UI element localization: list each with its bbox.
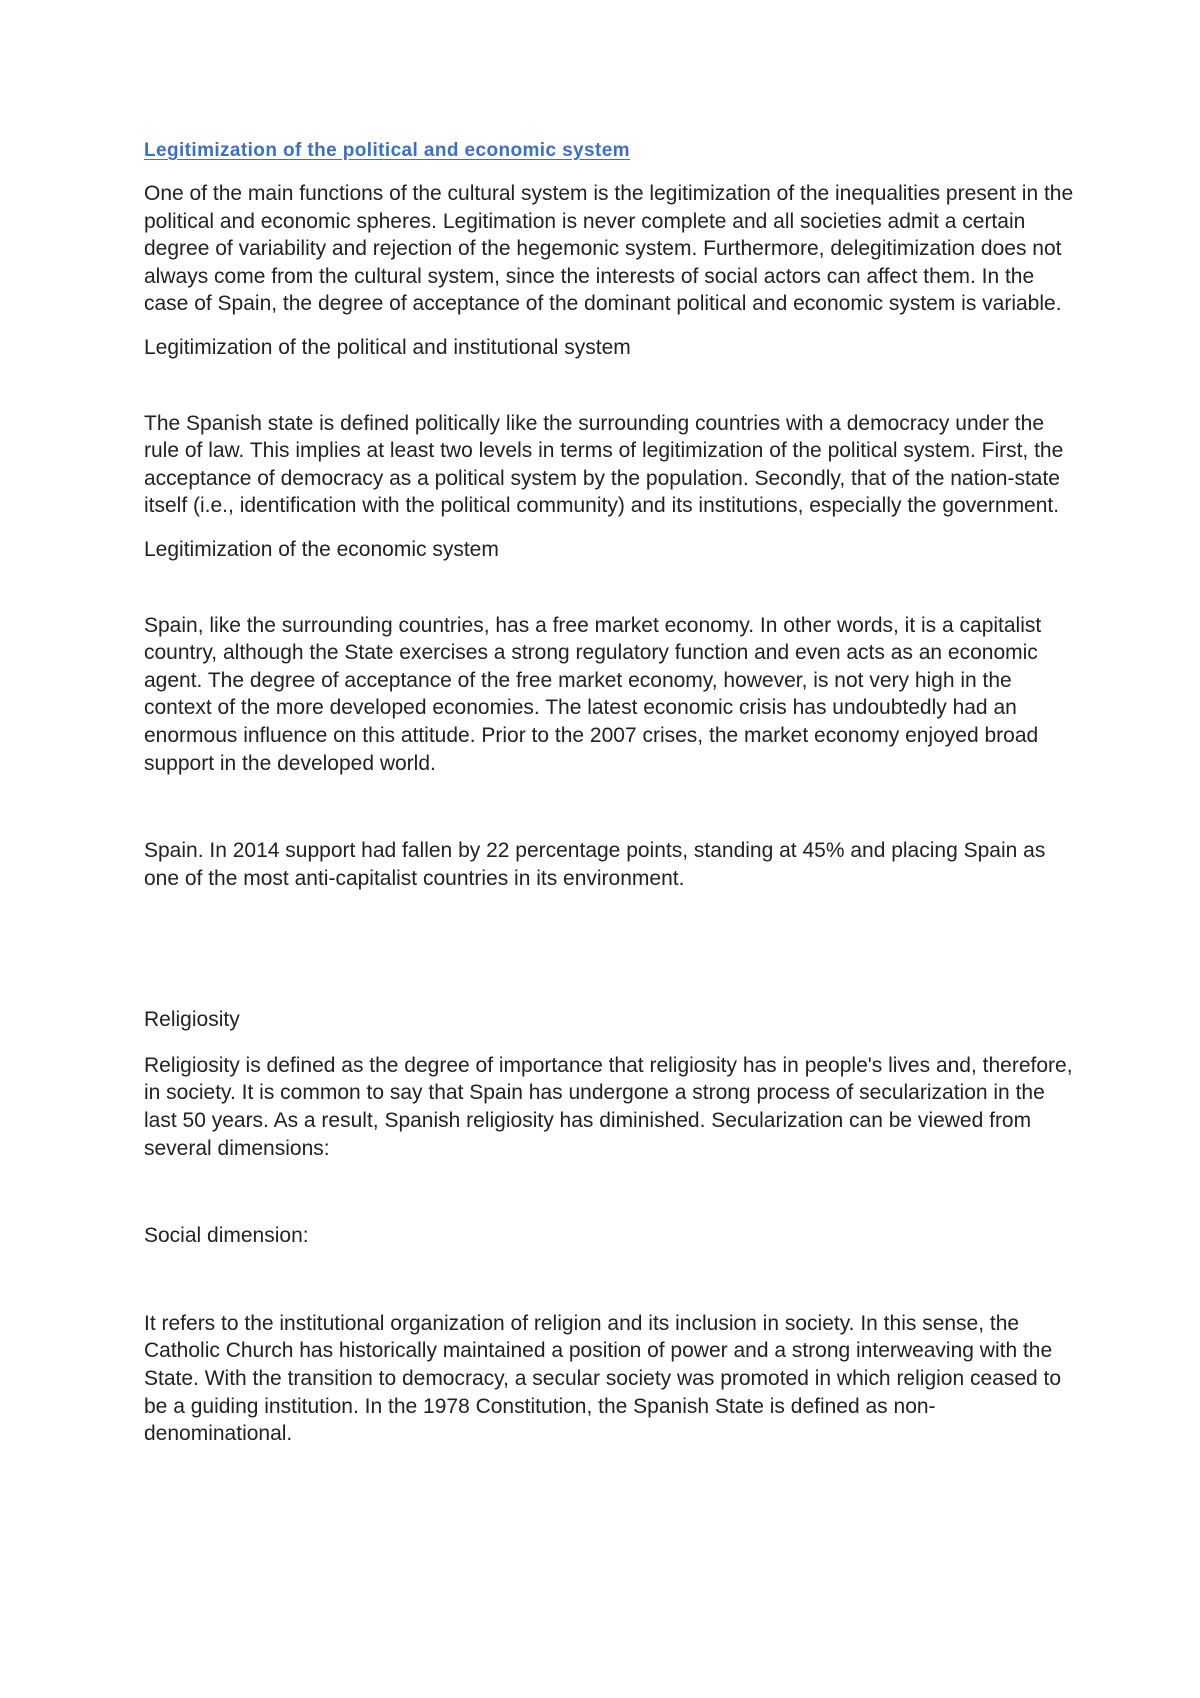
heading-political-system: Legitimization of the political and institutional system — [144, 335, 631, 359]
political-paragraph: The Spanish state is defined politically like the surrounding countries with a democracy under the rule of law. This implies at least two levels in terms of legitimization of the political system. First, the acceptance of democracy as a political system by the population. Secondly, that of the nation-state itself (i.e., identification with the political community) and its institutions, especially the government. — [144, 411, 1064, 518]
heading-religiosity: Religiosity — [144, 1008, 240, 1032]
section-title[interactable]: Legitimization of the political and economic system — [144, 140, 630, 161]
heading-economic-system: Legitimization of the economic system — [144, 537, 499, 561]
religiosity-paragraph: Religiosity is defined as the degree of importance that religiosity has in people's lives and, therefore, in society. It is common to say that Spain has undergone a strong process of secularization in the last 50 years. As a result, Spanish religiosity has diminished. Secularization can be viewed from several dimensions: — [144, 1053, 1073, 1160]
intro-paragraph: One of the main functions of the cultural system is the legitimization of the inequalities present in the political and economic spheres. Legitimation is never complete and all societies admit a certain degree of variability and rejection of the hegemonic system. Furthermore, delegitimization does not always come from the cultural system, since the interests of social actors can affect them. In the case of Spain, the degree of acceptance of the dominant political and economic system is variable. — [144, 182, 1074, 316]
economic-paragraph: Spain, like the surrounding countries, has a free market economy. In other words, it is a capitalist country, although the State exercises a strong regulatory function and even acts as an economic agent. The degree of acceptance of the free market economy, however, is not very high in the context of the more developed economies. The latest economic crisis has undoubtedly had an enormous influence on this attitude. Prior to the 2007 crises, the market economy enjoyed broad support in the developed world. — [144, 613, 1042, 775]
heading-social-dimension: Social dimension: — [144, 1224, 309, 1248]
document-body — [144, 138, 1074, 1448]
support-paragraph: Spain. In 2014 support had fallen by 22 percentage points, standing at 45% and placing Spain as one of the most anti-capitalist countries in its environment. — [144, 839, 1046, 890]
social-paragraph: It refers to the institutional organization of religion and its inclusion in society. In this sense, the Catholic Church has historically maintained a position of power and a strong interweaving with the State. With the transition to democracy, a secular society was promoted in which religion ceased to be a guiding institution. In the 1978 Constitution, the Spanish State is defined as non-denominational. — [144, 1311, 1062, 1446]
